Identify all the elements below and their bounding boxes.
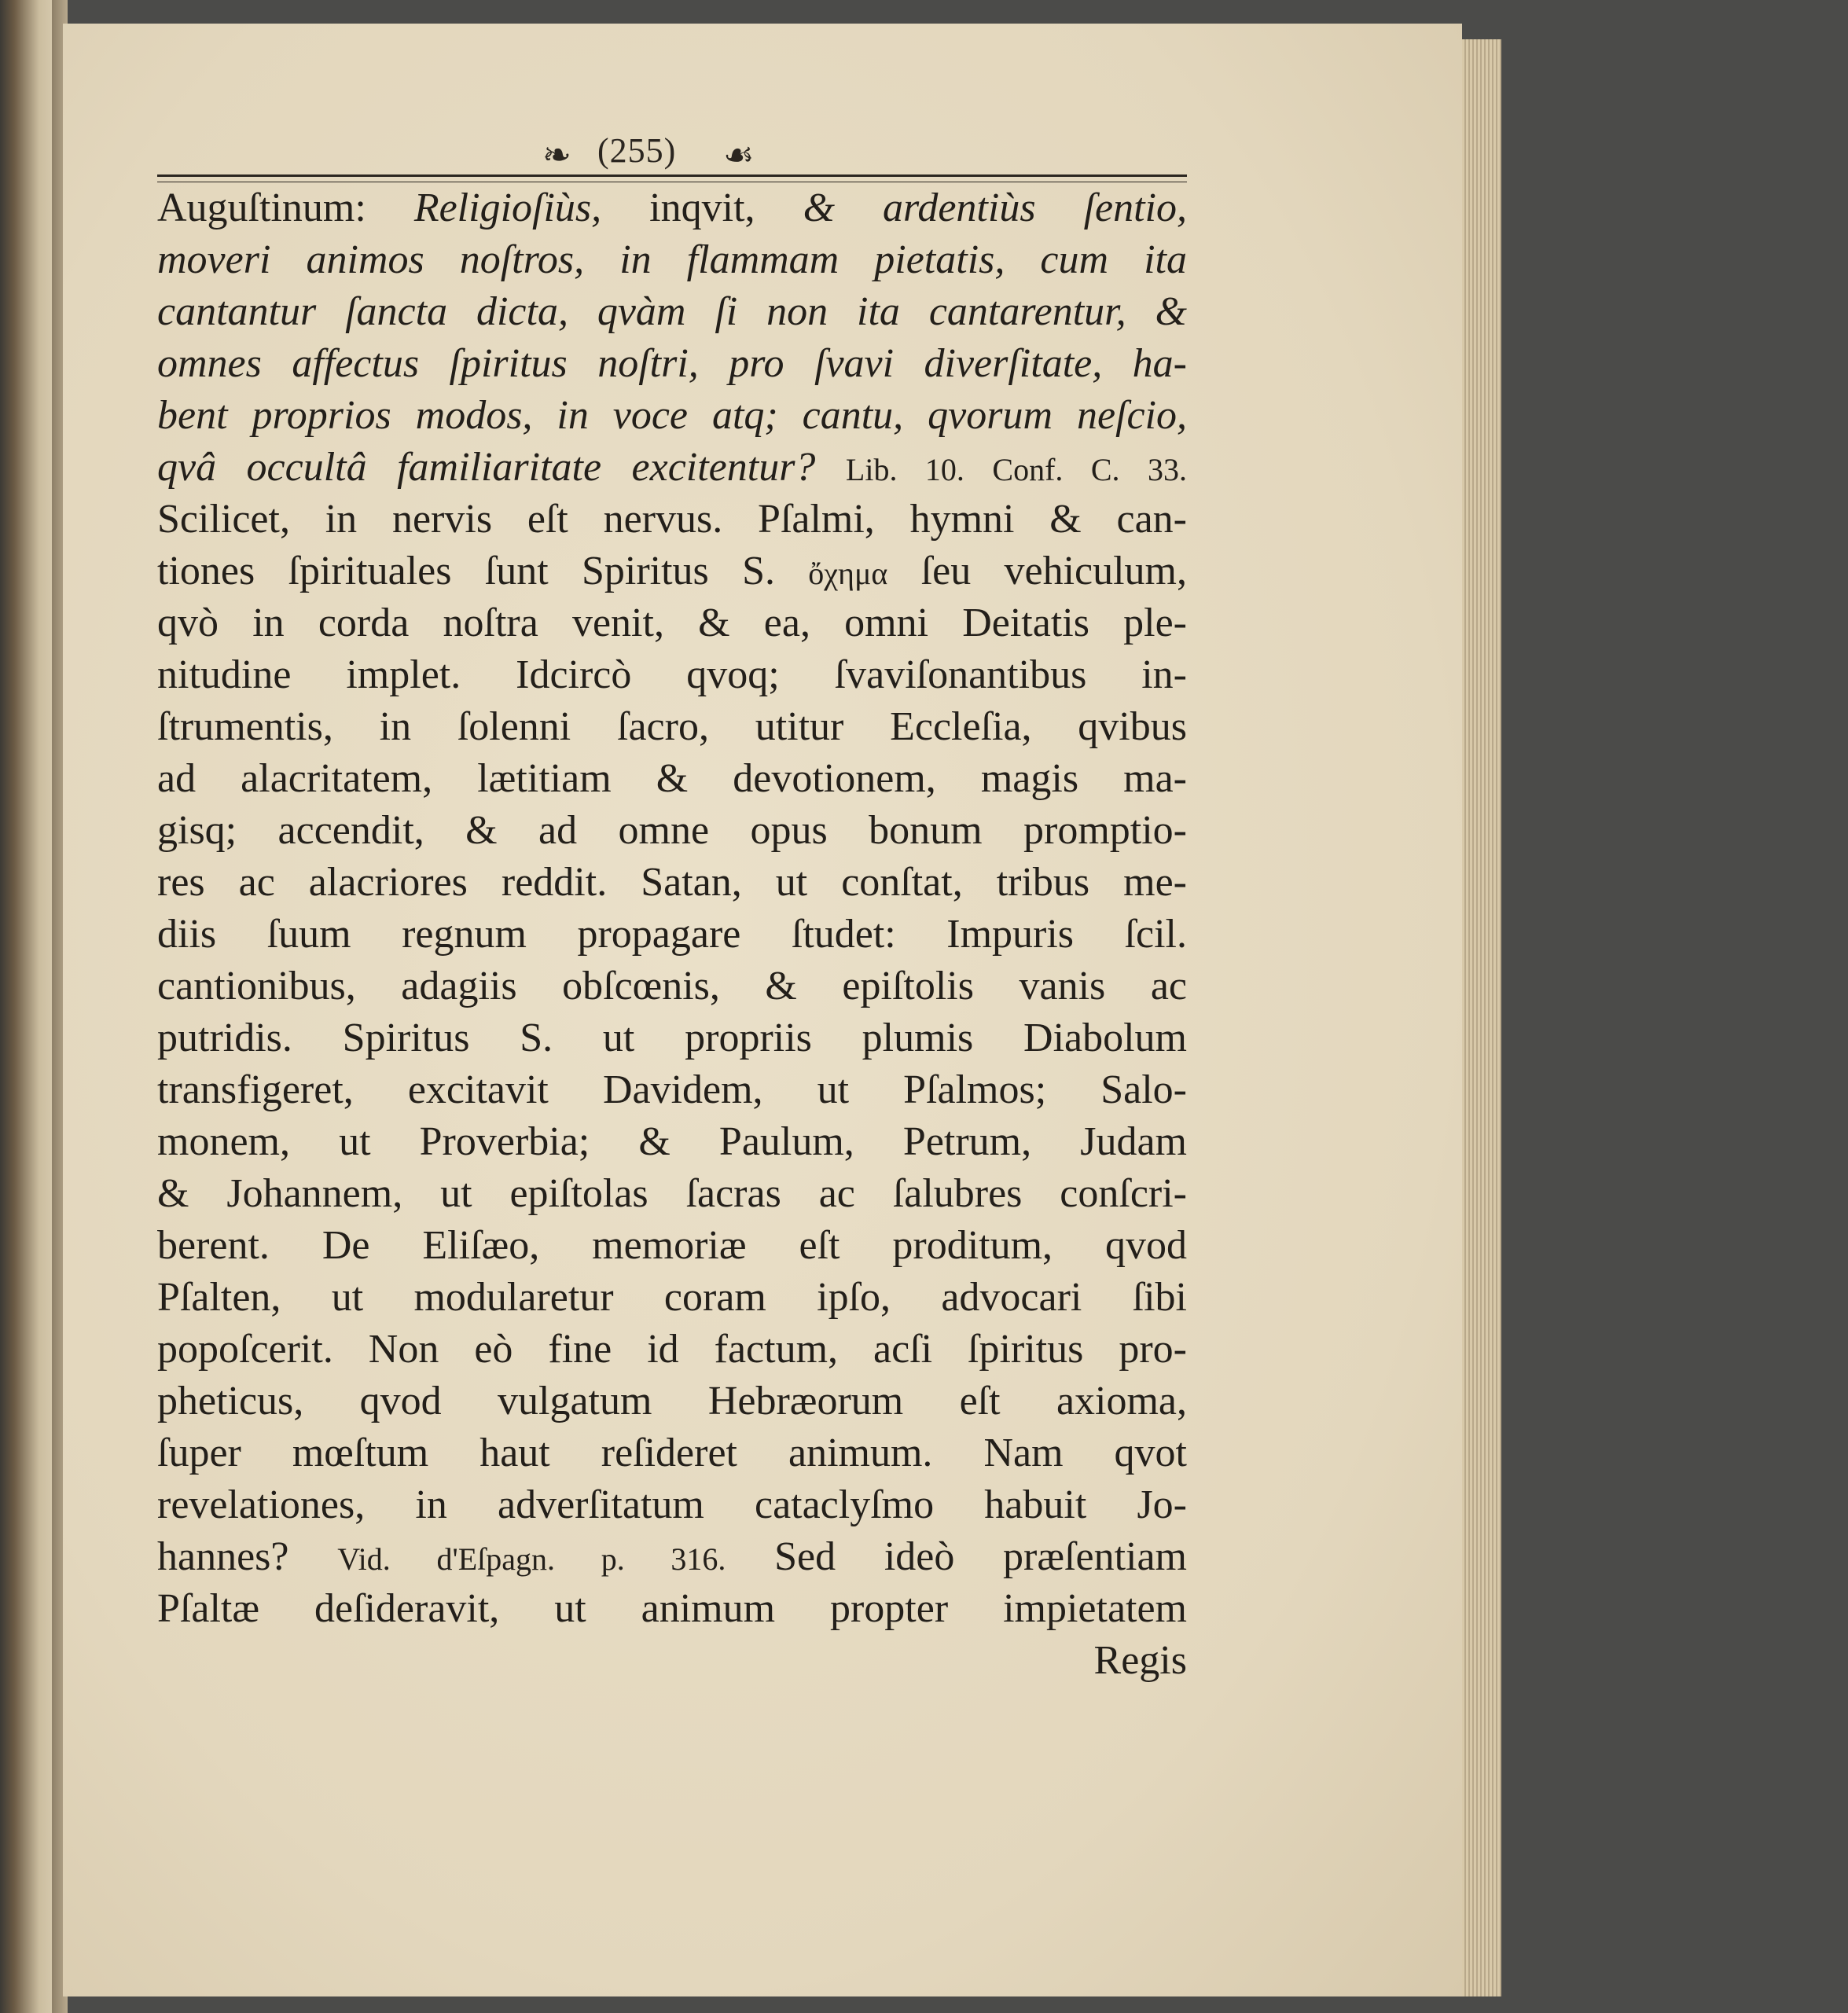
text-line: [157, 597, 1187, 649]
ornament-right-icon: ☙: [723, 136, 755, 174]
text-line: [157, 1583, 1187, 1635]
text-span: popoſcerit. Non eò fine id factum, acſi ſpiritus pro-: [157, 1327, 1187, 1372]
text-span: Auguſtinum:: [157, 186, 414, 230]
text-span: Lib. 10. Conf. C. 33.: [845, 452, 1187, 487]
text-span: qvâ occultâ familiaritate excitentur?: [157, 445, 846, 490]
text-span: tiones ſpirituales ſunt Spiritus S.: [157, 549, 809, 593]
text-span: ad alacritatem, lætitiam & devotionem, magis ma-: [157, 756, 1187, 801]
text-line: [157, 1168, 1187, 1220]
text-line: [157, 1012, 1187, 1064]
text-line: [157, 545, 1187, 597]
header-rule: [157, 174, 1187, 182]
text-span: bent proprios modos, in voce atq; cantu, qvorum neſcio,: [157, 393, 1187, 438]
text-line: [157, 494, 1187, 545]
text-span: berent. De Eliſæo, memoriæ eſt proditum, qvod: [157, 1223, 1187, 1268]
text-span: Vid. d'Eſpagn. p. 316.: [337, 1541, 726, 1577]
text-span: Religioſiùs,: [413, 186, 602, 230]
text-span: hannes?: [157, 1534, 338, 1579]
text-span: res ac alacriores reddit. Satan, ut conſtat, tribus me-: [157, 860, 1187, 905]
text-span: pheticus, qvod vulgatum Hebræorum eſt axioma,: [157, 1379, 1187, 1423]
text-line: [157, 1376, 1187, 1427]
text-line: [157, 1116, 1187, 1168]
text-span: monem, ut Proverbia; & Paulum, Petrum, Judam: [157, 1119, 1187, 1164]
text-span: Sed ideò præſentiam: [726, 1534, 1187, 1579]
text-span: omnes affectus ſpiritus noſtri, pro ſvavi diverſitate, ha-: [157, 341, 1187, 386]
text-line: [157, 701, 1187, 753]
text-span: revelationes, in adverſitatum cataclyſmo habuit Jo-: [157, 1482, 1187, 1527]
text-span: cantionibus, adagiis obſcœnis, & epiſtolis vanis ac: [157, 964, 1187, 1008]
text-span: nitudine implet. Idcircò qvoq; ſvaviſonantibus in-: [157, 652, 1187, 697]
text-line: [157, 805, 1187, 857]
text-line: [157, 1479, 1187, 1531]
text-span: inqvit,: [601, 186, 803, 230]
text-span: ὄχημα: [808, 556, 888, 591]
text-span: qvò in corda noſtra venit, & ea, omni Deitatis ple-: [157, 601, 1187, 645]
page-number: (255): [597, 131, 677, 170]
text-line: [157, 234, 1187, 286]
text-line: [157, 1427, 1187, 1479]
text-span: Scilicet, in nervis eſt nervus. Pſalmi, hymni & can-: [157, 497, 1187, 542]
text-line: [157, 338, 1187, 390]
text-line: [157, 1531, 1187, 1583]
page-header: [157, 126, 1187, 181]
text-line: [157, 1064, 1187, 1116]
body-text: [157, 182, 1187, 1687]
text-span: gisq; accendit, & ad omne opus bonum promptio-: [157, 808, 1187, 853]
text-span: diis ſuum regnum propagare ſtudet: Impuris ſcil.: [157, 912, 1187, 957]
text-span: Pſaltæ deſideravit, ut animum propter impietatem: [157, 1586, 1187, 1631]
catchword: Regis: [1093, 1638, 1187, 1683]
text-line: [157, 909, 1187, 961]
text-span: ſeu vehiculum,: [887, 549, 1187, 593]
text-line: [157, 442, 1187, 494]
text-span: & ardentiùs ſentio,: [803, 186, 1187, 230]
text-line: [157, 1324, 1187, 1376]
text-span: transfigeret, excitavit Davidem, ut Pſalmos; Salo-: [157, 1067, 1187, 1112]
text-span: ſtrumentis, in ſolenni ſacro, utitur Eccleſia, qvibus: [157, 704, 1187, 749]
text-span: Pſalten, ut modularetur coram ipſo, advocari ſibi: [157, 1275, 1187, 1320]
text-line: [157, 286, 1187, 338]
text-line: [157, 649, 1187, 701]
text-span: moveri animos noſtros, in flammam pietatis, cum ita: [157, 237, 1187, 282]
text-line: [157, 961, 1187, 1012]
text-span: & Johannem, ut epiſtolas ſacras ac ſalubres conſcri-: [157, 1171, 1187, 1216]
text-span: ſuper mœſtum haut reſideret animum. Nam qvot: [157, 1431, 1187, 1475]
text-span: cantantur ſancta dicta, qvàm ſi non ita cantarentur, &: [157, 289, 1187, 334]
text-span: putridis. Spiritus S. ut propriis plumis Diabolum: [157, 1016, 1187, 1060]
text-line: [157, 182, 1187, 234]
text-line: [157, 1220, 1187, 1272]
text-line: [157, 390, 1187, 442]
text-line: [157, 857, 1187, 909]
text-line: [157, 753, 1187, 805]
text-line: [157, 1272, 1187, 1324]
ornament-left-icon: ❧: [542, 136, 571, 174]
